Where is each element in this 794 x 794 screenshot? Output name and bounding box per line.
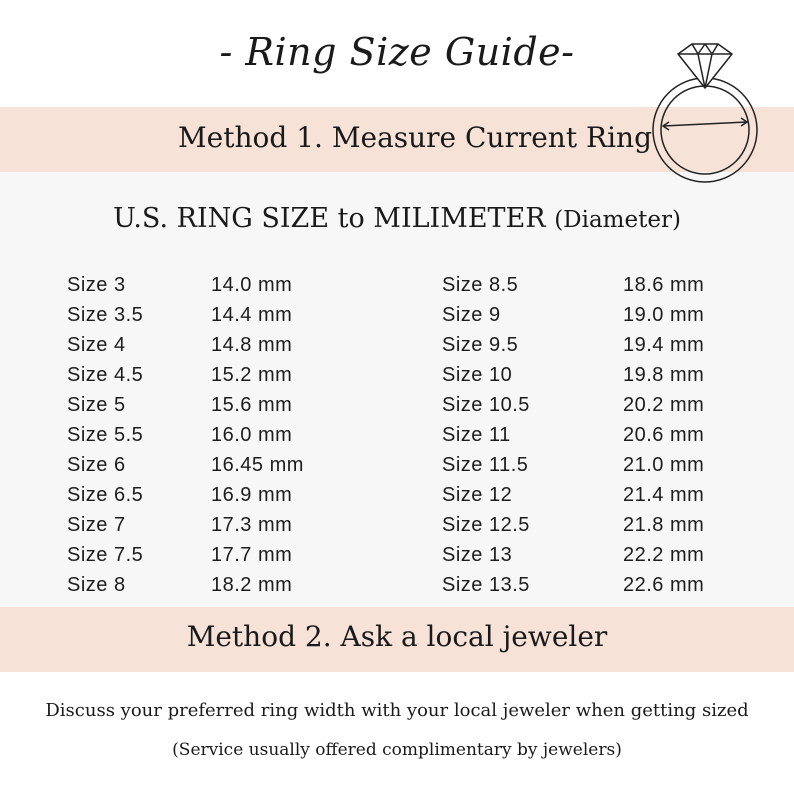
size-label: Size 9 <box>442 304 501 326</box>
mm-value: 16.9 mm <box>211 484 293 506</box>
size-label: Size 13.5 <box>442 574 530 596</box>
mm-value: 18.2 mm <box>211 574 293 596</box>
mm-value: 18.6 mm <box>623 274 705 296</box>
size-label: Size 3 <box>67 274 126 296</box>
mm-value: 14.0 mm <box>211 274 293 296</box>
right-mm-column <box>623 270 704 600</box>
size-label: Size 5.5 <box>67 424 144 446</box>
method1-heading: Method 1. Measure Current Ring <box>178 121 652 154</box>
size-label: Size 11.5 <box>442 454 529 476</box>
mm-value: 16.0 mm <box>211 424 293 446</box>
size-label: Size 7.5 <box>67 544 144 566</box>
mm-value: 15.2 mm <box>211 364 293 386</box>
size-label: Size 5 <box>67 394 126 416</box>
mm-value: 17.3 mm <box>211 514 293 536</box>
mm-value: 16.45 mm <box>211 454 304 476</box>
size-label: Size 8.5 <box>442 274 519 296</box>
mm-value: 17.7 mm <box>211 544 293 566</box>
method2-heading: Method 2. Ask a local jeweler <box>186 620 608 653</box>
chart-heading-main: U.S. RING SIZE to MILIMETER <box>113 203 546 234</box>
mm-value: 19.4 mm <box>623 334 705 356</box>
mm-value: 21.4 mm <box>623 484 705 506</box>
size-label: Size 8 <box>67 574 126 596</box>
mm-value: 14.4 mm <box>211 304 293 326</box>
size-label: Size 12.5 <box>442 514 530 536</box>
mm-value: 19.0 mm <box>623 304 705 326</box>
mm-value: 22.6 mm <box>623 574 705 596</box>
mm-value: 19.8 mm <box>623 364 705 386</box>
page-title: - Ring Size Guide- <box>219 30 575 74</box>
size-label: Size 11 <box>442 424 511 446</box>
chart-heading-paren: (Diameter) <box>554 207 681 233</box>
mm-value: 21.0 mm <box>623 454 705 476</box>
size-label: Size 6.5 <box>67 484 144 506</box>
size-label: Size 6 <box>67 454 126 476</box>
mm-value: 22.2 mm <box>623 544 705 566</box>
mm-value: 14.8 mm <box>211 334 293 356</box>
diamond-ring-icon <box>640 38 770 188</box>
mm-value: 15.6 mm <box>211 394 293 416</box>
chart-heading <box>0 203 794 234</box>
size-label: Size 7 <box>67 514 126 536</box>
size-label: Size 4.5 <box>67 364 144 386</box>
left-mm-column <box>211 270 304 600</box>
size-label: Size 3.5 <box>67 304 144 326</box>
right-size-column <box>442 270 530 600</box>
size-label: Size 13 <box>442 544 513 566</box>
mm-value: 20.6 mm <box>623 424 705 446</box>
mm-value: 20.2 mm <box>623 394 705 416</box>
size-label: Size 10 <box>442 364 513 386</box>
jeweler-note: Discuss your preferred ring width with your local jeweler when getting sized <box>45 700 749 721</box>
left-size-column <box>67 270 143 600</box>
size-label: Size 4 <box>67 334 126 356</box>
size-label: Size 9.5 <box>442 334 519 356</box>
size-label: Size 10.5 <box>442 394 530 416</box>
service-note: (Service usually offered complimentary by jewelers) <box>172 740 622 760</box>
mm-value: 21.8 mm <box>623 514 705 536</box>
size-label: Size 12 <box>442 484 513 506</box>
